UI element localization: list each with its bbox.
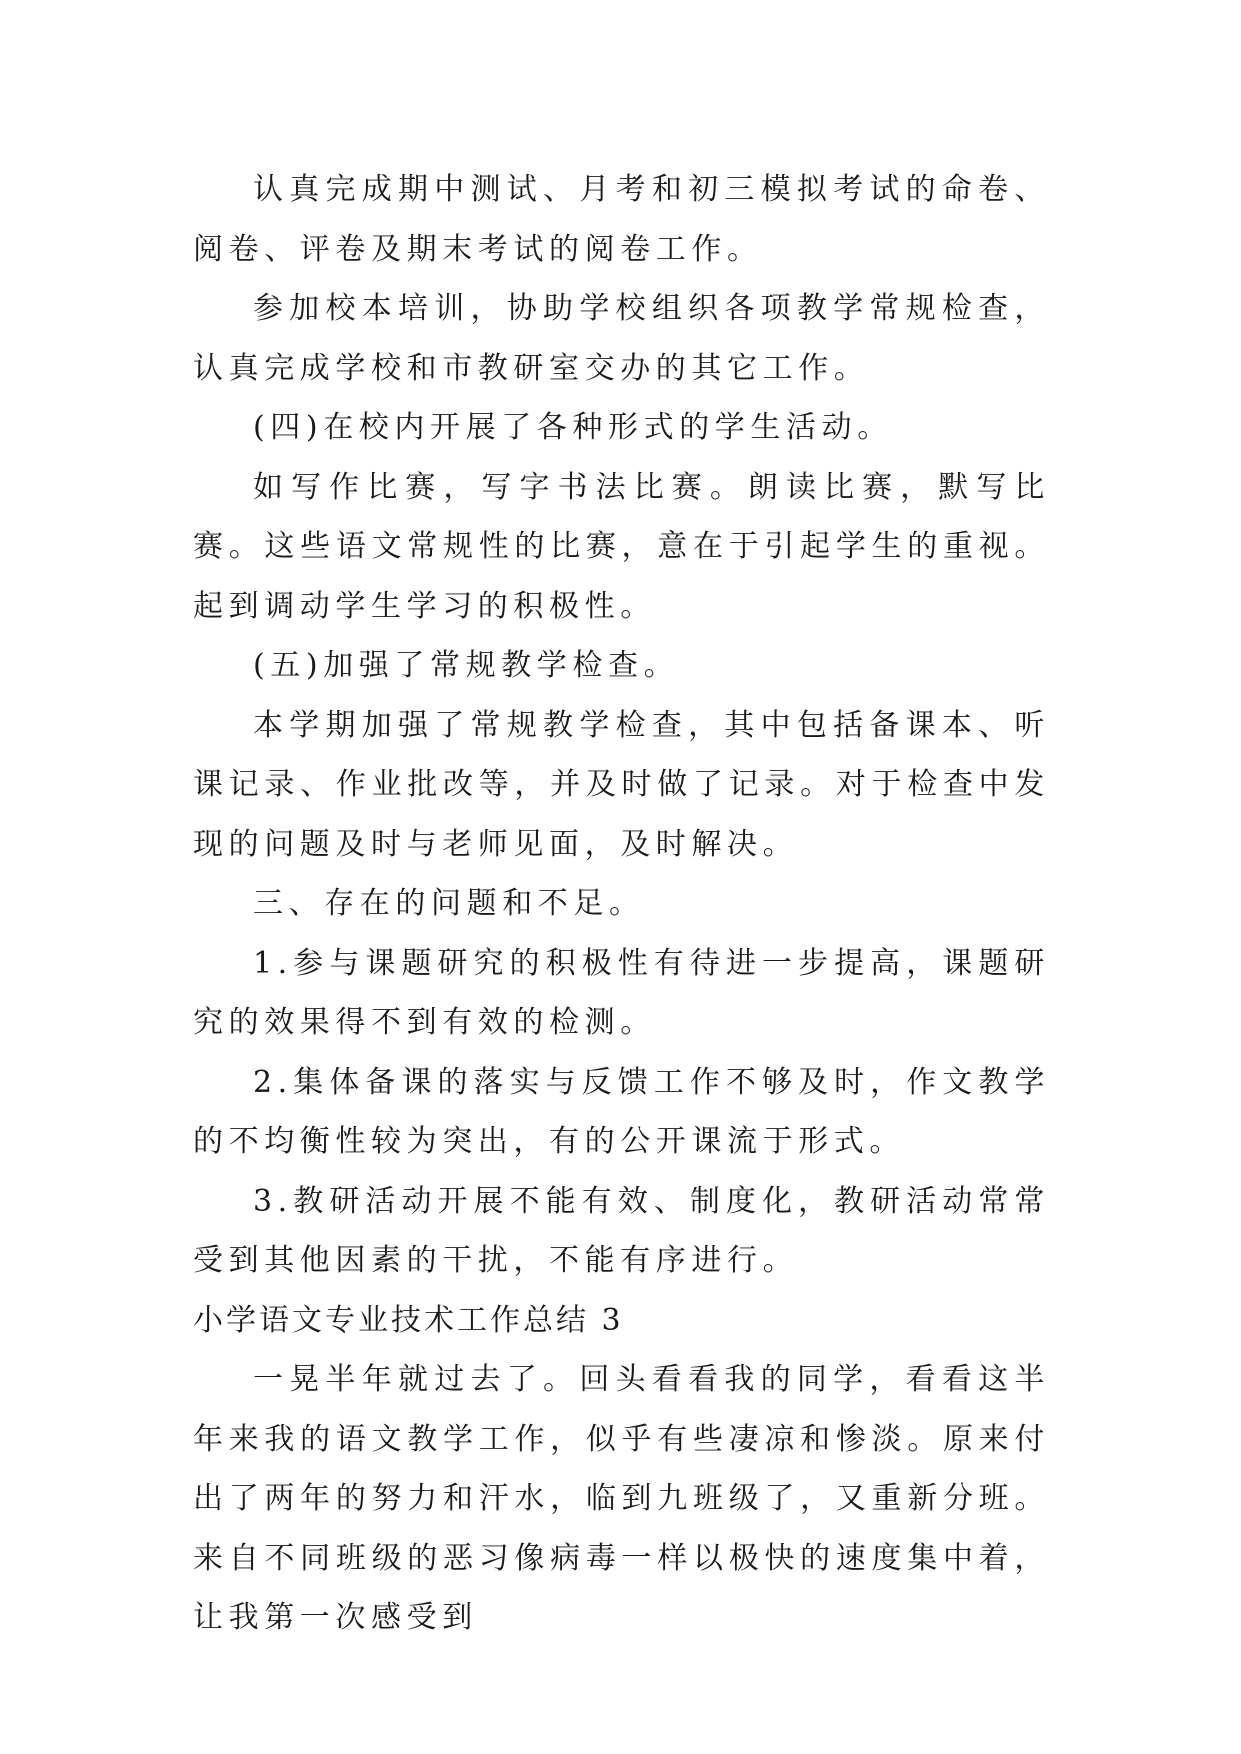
list-item: 1.参与课题研究的积极性有待进一步提高，课题研究的效果得不到有效的检测。 — [193, 945, 1050, 1040]
list-item: 2.集体备课的落实与反馈工作不够及时，作文教学的不均衡性较为突出，有的公开课流于形式。 — [193, 1064, 1050, 1159]
subheading: 三、存在的问题和不足。 — [253, 886, 645, 921]
list-item: 3.教研活动开展不能有效、制度化，教研活动常常受到其他因素的干扰，不能有序进行。 — [193, 1183, 1050, 1278]
subheading: (五)加强了常规教学检查。 — [253, 648, 680, 683]
paragraph: 认真完成期中测试、月考和初三模拟考试的命卷、阅卷、评卷及期末考试的阅卷工作。 — [193, 172, 1050, 267]
section-title: 小学语文专业技术工作总结 3 — [193, 1302, 624, 1338]
paragraph: 如写作比赛，写字书法比赛。朗读比赛，默写比赛。这些语文常规性的比赛，意在于引起学生的重视。起到调动学生学习的积极性。 — [193, 469, 1050, 624]
subheading: (四)在校内开展了各种形式的学生活动。 — [253, 410, 893, 445]
document-body — [193, 160, 1050, 1648]
paragraph: 一晃半年就过去了。回头看看我的同学，看看这半年来我的语文教学工作，似乎有些凄凉和惨淡。原来付出了两年的努力和汗水，临到九班级了，又重新分班。来自不同班级的恶习像病毒一样以极快的速度集中着，让我第一次感受到 — [193, 1362, 1050, 1635]
paragraph: 参加校本培训，协助学校组织各项教学常规检查，认真完成学校和市教研室交办的其它工作。 — [193, 291, 1050, 386]
paragraph: 本学期加强了常规教学检查，其中包括备课本、听课记录、作业批改等，并及时做了记录。对于检查中发现的问题及时与老师见面，及时解决。 — [193, 707, 1050, 862]
